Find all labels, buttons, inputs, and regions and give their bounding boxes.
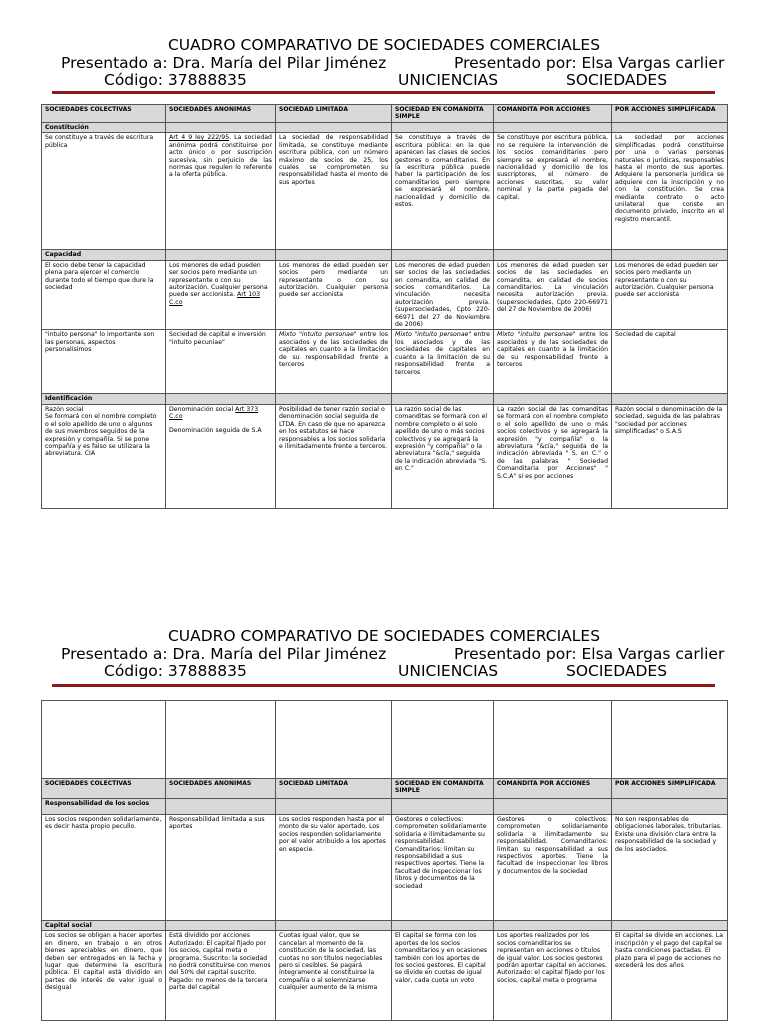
table-row: [42, 815, 728, 921]
school-name: UNICIENCIAS: [398, 662, 499, 680]
table-cell: Gestores o colectivos: comprometen solidariamente solidaria e ilimitadamente su responsabilidad. Comanditarios: limitan su responsabilidad a sus respectivos aportes. Tiene la facultad de inspeccionar los libros y documentos de la sociedad: [494, 815, 612, 921]
table-cell: Mixto "intuito personae" entre los asociados y de las sociedades de capitales en cuanto a la limitación de su responsabilidad frente a terceros: [494, 330, 612, 394]
subject-name: SOCIEDADES: [566, 71, 668, 89]
law-reference[interactable]: Art 373 C.co: [169, 405, 259, 421]
table-cell: No son responsables de obligaciones laborales, tributarias. Existe una división clara entre la responsabilidad de la sociedad y de los asociados.: [612, 815, 728, 921]
col-header: SOCIEDAD EN COMANDITA SIMPLE: [392, 779, 494, 799]
table-cell: Los menores de edad pueden ser socios pero mediante un representante o con su autorización. Cualquier persona puede ser accionista: [276, 260, 392, 330]
table-cell: Denominación social Art 373 C.co Denominación seguida de S.A: [166, 404, 276, 508]
section-row: [42, 921, 728, 931]
table-cell: Mixto "intuito personae" entre los asociados y de las sociedades de capitales en cuanto a la limitación de su responsabilidad frente a terceros: [276, 330, 392, 394]
section-row: [42, 250, 728, 260]
table-cell: Está dividido por acciones Autorizado: El capital fijado por los socios, capital meta o programa. Suscrito: la sociedad no podrá constituirse con menos del 50% del capital suscrito. Pagado: no menos de la tercera parte del capital: [166, 931, 276, 1021]
table-cell: La razón social de las comanditas se formará con el nombre completo o el solo apellido de uno o más socios colectivos y se agregará la expresión "y compañía" o la abreviatura "&cía," seguida de la indicación abreviada " S. en C." o de las palabras " Sociedad Comanditaria por Acciones" " S.C.A" si es por acciones: [494, 404, 612, 508]
table-cell: Gestores o colectivos: comprometen solidariamente solidaria e ilimitadamente su responsabilidad. Comanditarios: limitan su responsabilidad a sus respectivos aportes. Tiene la facultad de inspeccionar los libros y documentos de la sociedad: [392, 815, 494, 921]
table-cell: Los socios responden hasta por el monto de su valor aportado. Los socios responden solidariamente por el valor atribuido a los aportes en especie.: [276, 815, 392, 921]
table-cell: Sociedad de capital: [612, 330, 728, 394]
table-cell: Cuotas igual valor, que se cancelan al momento de la constitución de la sociedad, las cuotas no son títulos negociables pero si cesibles. Se pagará íntegramente al constituirse la compañía o al solemnizarse cualquier aumento de la misma: [276, 931, 392, 1021]
comparison-table-2: [41, 700, 728, 1021]
col-header: COMANDITA POR ACCIONES: [494, 105, 612, 123]
student-code: Código: 37888835: [104, 71, 247, 89]
table-cell: El socio debe tener la capacidad plena para ejercer el comercio durante todo el tiempo que dure la sociedad: [42, 260, 166, 330]
col-header: SOCIEDADES COLECTIVAS: [42, 105, 166, 123]
col-header: SOCIEDAD EN COMANDITA SIMPLE: [392, 105, 494, 123]
table-cell: Se constituye a través de escritura pública: en la que aparecen las clases de socios gestores o comanditarios. En la escritura pública puede haber la participación de los comanditarios pero siempre se expresará el nombre, nacionalidad y domicilio de estos.: [392, 133, 494, 250]
student-code: Código: 37888835: [104, 662, 247, 680]
table-cell: Los menores de edad pueden ser socios pero mediante un representante o con su autorización. Cualquier persona puede ser accionista: [612, 260, 728, 330]
table-cell: Se constituye a través de escritura pública: [42, 133, 166, 250]
school-name: UNICIENCIAS: [398, 71, 499, 89]
header-divider: [52, 684, 715, 687]
table-cell: "intuito persona" lo importante son las personas, aspectos personalísimos: [42, 330, 166, 394]
table-cell: El capital se divide en acciones. La inscripción y el pago del capital se hasta condiciones pactadas. El plazo para el pago de acciones no excederá los dos años: [612, 931, 728, 1021]
section-row: [42, 123, 728, 133]
table-cell: Los menores de edad pueden ser socios de las sociedades en comandita, en calidad de socios comanditarios. La vinculación necesita autorización previa. (supersociedades, Cpto 220-66971 del 27 de Noviembre de 2006): [494, 260, 612, 330]
presented-by: Presentado por: Elsa Vargas carlier: [454, 54, 725, 72]
section-row: [42, 799, 728, 815]
table-cell: Art 4 9 ley 222/95. La sociedad anónima podrá constituirse por acto único o por suscripción sucesiva, sin perjuicio de las normas que regulen lo referente a la oferta pública.: [166, 133, 276, 250]
col-header: SOCIEDADES COLECTIVAS: [42, 779, 166, 799]
table-row: [42, 260, 728, 330]
table-cell: Sociedad de capital e inversión "intuito pecuniae": [166, 330, 276, 394]
presented-to: Presentado a: Dra. María del Pilar Jiménez: [61, 645, 387, 663]
table-cell: Posibilidad de tener razón social o denominación social seguida de LTDA. En caso de que no aparezca en los estatutos se hace responsables a los socios solidaria e ilimitadamente frente a terceros.: [276, 404, 392, 508]
law-reference[interactable]: Art 4 9 ley 222/95: [169, 134, 230, 142]
table-cell: La razón social de las comanditas se formará con el nombre completo o el solo apellido de uno o más socios colectivos y se agregará la expresión "y compañía" o la abreviatura "&cía," seguida de la indicación abreviada "S. en C.": [392, 404, 494, 508]
col-header: SOCIEDAD LIMITADA: [276, 779, 392, 799]
section-row: [42, 394, 728, 404]
presented-by: Presentado por: Elsa Vargas carlier: [454, 645, 725, 663]
col-header: COMANDITA POR ACCIONES: [494, 779, 612, 799]
table-cell: Razón social Se formará con el nombre completo o el solo apellido de uno o algunos de sus miembros seguidos de la expresión y compañía. Si se pone compañía y es falso se utilizara la abreviatura. CIA: [42, 404, 166, 508]
table-cell: El capital se forma con los aportes de los socios comanditarios y en ocasiones también con los aportes de los socios gestores. El capital se divide en cuotas de igual valor, cada cuota un voto: [392, 931, 494, 1021]
empty-row: [42, 701, 728, 779]
section-label: Constitución: [42, 123, 166, 133]
table-row: [42, 330, 728, 394]
table-cell: Se constituye por escritura pública, no se requiere la intervención de los socios comanditarios pero siempre se expresará el nombre, nacionalidad y domicilio de los suscriptores, el número de acciones suscritas, su valor nominal y la parte pagada del capital.: [494, 133, 612, 250]
section-label: Capacidad: [42, 250, 166, 260]
col-header: SOCIEDAD LIMITADA: [276, 105, 392, 123]
table-cell: Razón social o denominación de la sociedad, seguida de las palabras "sociedad por acciones simplificadas" o S.A.S: [612, 404, 728, 508]
page-title: CUADRO COMPARATIVO DE SOCIEDADES COMERCIALES: [167, 627, 601, 645]
table-cell: La sociedad por acciones simplificadas podrá constituirse por una o varias personas naturales o jurídicas, responsables hasta el monto de sus aportes. Adquiere la personería jurídica se adquiere con la inscripción y no con la constitución. Se crea mediante contrato o acto unilateral que conste en documento privado, inscrito en el registro mercantil.: [612, 133, 728, 250]
law-reference[interactable]: Art 103 C.co: [169, 291, 261, 306]
header-divider: [52, 91, 715, 94]
table-cell: Responsabilidad limitada a sus aportes: [166, 815, 276, 921]
section-label: Responsabilidad de los socios: [42, 799, 166, 815]
col-header: POR ACCIONES SIMPLIFICADA: [612, 105, 728, 123]
table-cell: Los socios se obligan a hacer aportes en dinero, en trabajo o en otros bienes apreciables en dinero, que deben ser entregados en la fecha y lugar que determine la escritura pública. El capital está dividido en partes de interés de valor igual o desigual: [42, 931, 166, 1021]
col-header: SOCIEDADES ANONIMAS: [166, 105, 276, 123]
table-cell: Los menores de edad pueden ser socios de las sociedades en comandita, en calidad de socios comanditarios. La vinculación necesita autorización previa. (supersociedades, Cpto 220-66971 del 27 de Noviembre de 2006): [392, 260, 494, 330]
page-title: CUADRO COMPARATIVO DE SOCIEDADES COMERCIALES: [167, 36, 601, 54]
comparison-table-1: [41, 104, 728, 509]
table-cell: Mixto "intuito personae" entre los asociados y de las sociedades de capitales en cuanto a la limitación de su responsabilidad frente a terceros: [392, 330, 494, 394]
table-cell: La sociedad de responsabilidad limitada, se constituye mediante escritura pública, con un número máximo de socios de 25, los cuales se comprometen su responsabilidad hasta el monto de sus aportes: [276, 133, 392, 250]
subject-name: SOCIEDADES: [566, 662, 668, 680]
table-header-row: [42, 779, 728, 799]
presented-to: Presentado a: Dra. María del Pilar Jiménez: [61, 54, 387, 72]
table-row: [42, 133, 728, 250]
table-row: [42, 404, 728, 508]
col-header: POR ACCIONES SIMPLIFICADA: [612, 779, 728, 799]
table-cell: Los socios responden solidariamente, es decir hasta propio pecullo.: [42, 815, 166, 921]
table-cell: Los menores de edad pueden ser socios pero mediante un representante o con su autorización. Cualquier persona puede ser accionista. Art 103 C.co: [166, 260, 276, 330]
table-row: [42, 931, 728, 1021]
table-cell: Los aportes realizados por los socios comanditarios se representan en acciones o títulos de igual valor. Los socios gestores podrán aportar capital en acciones. Autorizado: el capital fijado por los socios, capital meta o programa: [494, 931, 612, 1021]
table-header-row: [42, 105, 728, 123]
section-label: Capital social: [42, 921, 166, 931]
section-label: Identificación: [42, 394, 166, 404]
col-header: SOCIEDADES ANONIMAS: [166, 779, 276, 799]
